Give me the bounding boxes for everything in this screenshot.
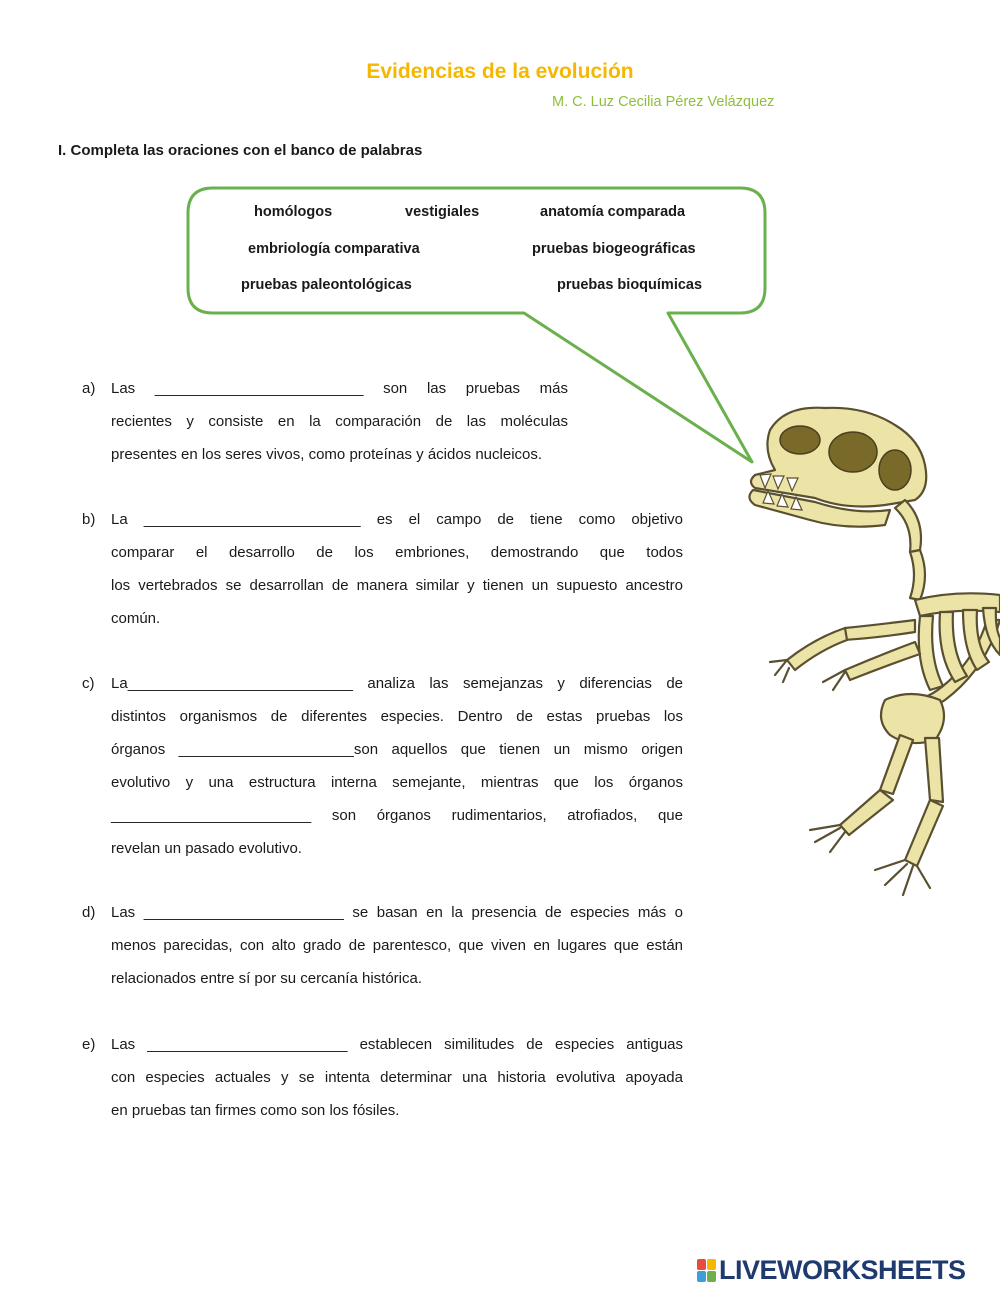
word-bank-item: embriología comparativa — [248, 241, 420, 257]
question-text: relacionados entre sí por su cercanía histórica. — [111, 970, 422, 987]
word-bank-item: homólogos — [254, 204, 333, 220]
word-bank-item: pruebas paleontológicas — [241, 277, 412, 293]
question-label: d) — [82, 904, 96, 921]
word-bank-item: pruebas biogeográficas — [532, 241, 696, 257]
question-text: recientes y consiste en la comparación de las moléculas — [111, 413, 568, 430]
question-label: e) — [82, 1036, 96, 1053]
liveworksheets-logo — [697, 1256, 966, 1284]
question-text: evolutivo y una estructura interna semejante, mientras que los órganos — [111, 774, 683, 791]
brand-icon — [697, 1259, 716, 1282]
question-text: Las — [111, 380, 136, 397]
question-text: revelan un pasado evolutivo. — [111, 840, 302, 857]
question-text: órganos — [111, 741, 166, 758]
question-text: los vertebrados se desarrollan de manera similar y tienen un supuesto ancestro — [111, 577, 683, 594]
answer-blank[interactable]: _____________________ — [178, 741, 354, 758]
answer-blank[interactable]: ________________________ — [143, 904, 344, 921]
answer-blank[interactable]: __________________________ — [143, 511, 361, 528]
page-title: Evidencias de la evolución — [366, 60, 634, 83]
question-text: establecen similitudes de especies antiguas — [359, 1036, 684, 1053]
question-text: presentes en los seres vivos, como proteínas y ácidos nucleicos. — [111, 446, 543, 463]
word-bank-item: anatomía comparada — [540, 204, 686, 220]
author-name: M. C. Luz Cecilia Pérez Velázquez — [552, 94, 775, 110]
question-text: Las — [111, 904, 136, 921]
instruction-heading: I. Completa las oraciones con el banco de palabras — [58, 142, 423, 159]
answer-blank[interactable]: ________________________ — [111, 807, 312, 824]
dinosaur-skeleton-illustration — [715, 370, 1000, 930]
question-text: menos parecidas, con alto grado de parentesco, que viven en lugares que están — [111, 937, 683, 954]
question-label: a) — [82, 380, 96, 397]
question-text: distintos organismos de diferentes especies. Dentro de estas pruebas los — [111, 708, 683, 725]
question-text: comparar el desarrollo de los embriones, demostrando que todos — [111, 544, 683, 561]
word-bank-item: vestigiales — [405, 204, 480, 220]
question-text: se basan en la presencia de especies más o — [352, 904, 684, 921]
word-bank-item: pruebas bioquímicas — [557, 277, 703, 293]
brand-name: LIVEWORKSHEETS — [719, 1254, 966, 1285]
question-text: La — [111, 675, 128, 692]
question-text: es el campo de tiene como objetivo — [376, 511, 684, 528]
answer-blank[interactable]: ___________________________ — [127, 675, 353, 692]
answer-blank[interactable]: ________________________ — [147, 1036, 348, 1053]
question-text: en pruebas tan firmes como son los fósiles. — [111, 1102, 400, 1119]
question-text: analiza las semejanzas y diferencias de — [367, 675, 683, 692]
question-text: común. — [111, 610, 161, 627]
question-text: son aquellos que tienen un mismo origen — [353, 741, 684, 758]
question-label: c) — [82, 675, 95, 692]
question-text: con especies actuales y se intenta determinar una historia evolutiva apoyada — [111, 1069, 683, 1086]
question-text: La — [111, 511, 128, 528]
question-text: son órganos rudimentarios, atrofiados, que — [331, 807, 683, 824]
question-label: b) — [82, 511, 96, 528]
question-text: son las pruebas más — [383, 380, 568, 397]
question-text: Las — [111, 1036, 136, 1053]
answer-blank[interactable]: _________________________ — [154, 380, 364, 397]
